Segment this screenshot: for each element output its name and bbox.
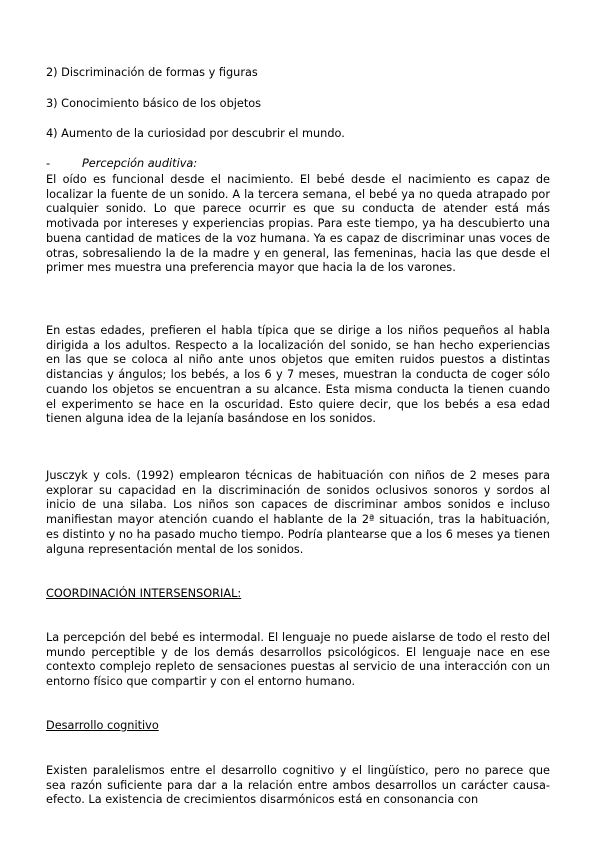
auditory-bullet-heading: [46, 157, 550, 172]
cognitive-heading: Desarrollo cognitivo: [46, 719, 159, 732]
intersensorial-paragraph: La percepción del bebé es intermodal. El lenguaje no puede aislarse de todo el resto del mundo perceptible y de los demás desarrollos psicológicos. El lenguaje nace en ese contexto complejo repleto de sensaciones puestas al servicio de una interacción con un entorno físico que compartir y con el entorno humano.: [46, 631, 550, 689]
list-item-objects: 3) Conocimiento básico de los objetos: [46, 97, 262, 110]
list-item-curiosity: 4) Aumento de la curiosidad por descubrir el mundo.: [46, 127, 345, 140]
list-item-forms: 2) Discriminación de formas y figuras: [46, 66, 258, 79]
bullet-dash: -: [46, 157, 51, 170]
auditory-paragraph-1: El oído es funcional desde el nacimiento. El bebé desde el nacimiento es capaz de localizar la fuente de un sonido. A la tercera semana, el bebé ya no queda atrapado por cualquier sonido. Lo que parece ocurrir es que su conducta de atender está más motivada por intereses y experiencias propias. Para este tiempo, ya ha descubierto una buena cantidad de matices de la voz humana. Ya es capaz de discriminar unas voces de otras, sobresaliendo la de la madre y en general, las femeninas, hacia las que desde el primer mes muestra una preferencia mayor que hacia la de los varones.: [46, 173, 550, 275]
auditory-paragraph-2: En estas edades, prefieren el habla típica que se dirige a los niños pequeños al habla dirigida a los adultos. Respecto a la localización del sonido, se han hecho experiencias en las que se coloca al niño ante unos objetos que emiten ruidos puestos a distintas distancias y ángulos; los bebés, a los 6 y 7 meses, muestran la conducta de coger sólo cuando los objetos se encuentran a su alcance. Esta misma conducta la tienen cuando el experimento se hace en la oscuridad. Esto quiere decir, que los bebés a esa edad tienen alguna idea de la lejanía basándose en los sonidos.: [46, 324, 550, 426]
cognitive-paragraph: Existen paralelismos entre el desarrollo cognitivo y el lingüístico, pero no parece que sea razón suficiente para dar a la relación entre ambos desarrollos un carácter causa-efecto. La existencia de crecimientos disarmónicos está en consonancia con: [46, 764, 550, 807]
auditory-heading: Percepción auditiva:: [82, 157, 198, 170]
intersensorial-heading: COORDINACIÓN INTERSENSORIAL:: [46, 587, 242, 600]
document-page: [46, 0, 550, 848]
auditory-paragraph-3: Jusczyk y cols. (1992) emplearon técnicas de habituación con niños de 2 meses para explorar su capacidad en la discriminación de sonidos oclusivos sonoros y sordos al inicio de una silaba. Los niños son capaces de discriminar ambos sonidos e incluso manifiestan mayor atención cuando el hablante de la 2ª situación, tras la habituación, es distinto y no ha pasado mucho tiempo. Podría plantearse que a los 6 meses ya tienen alguna representación mental de los sonidos.: [46, 469, 550, 556]
